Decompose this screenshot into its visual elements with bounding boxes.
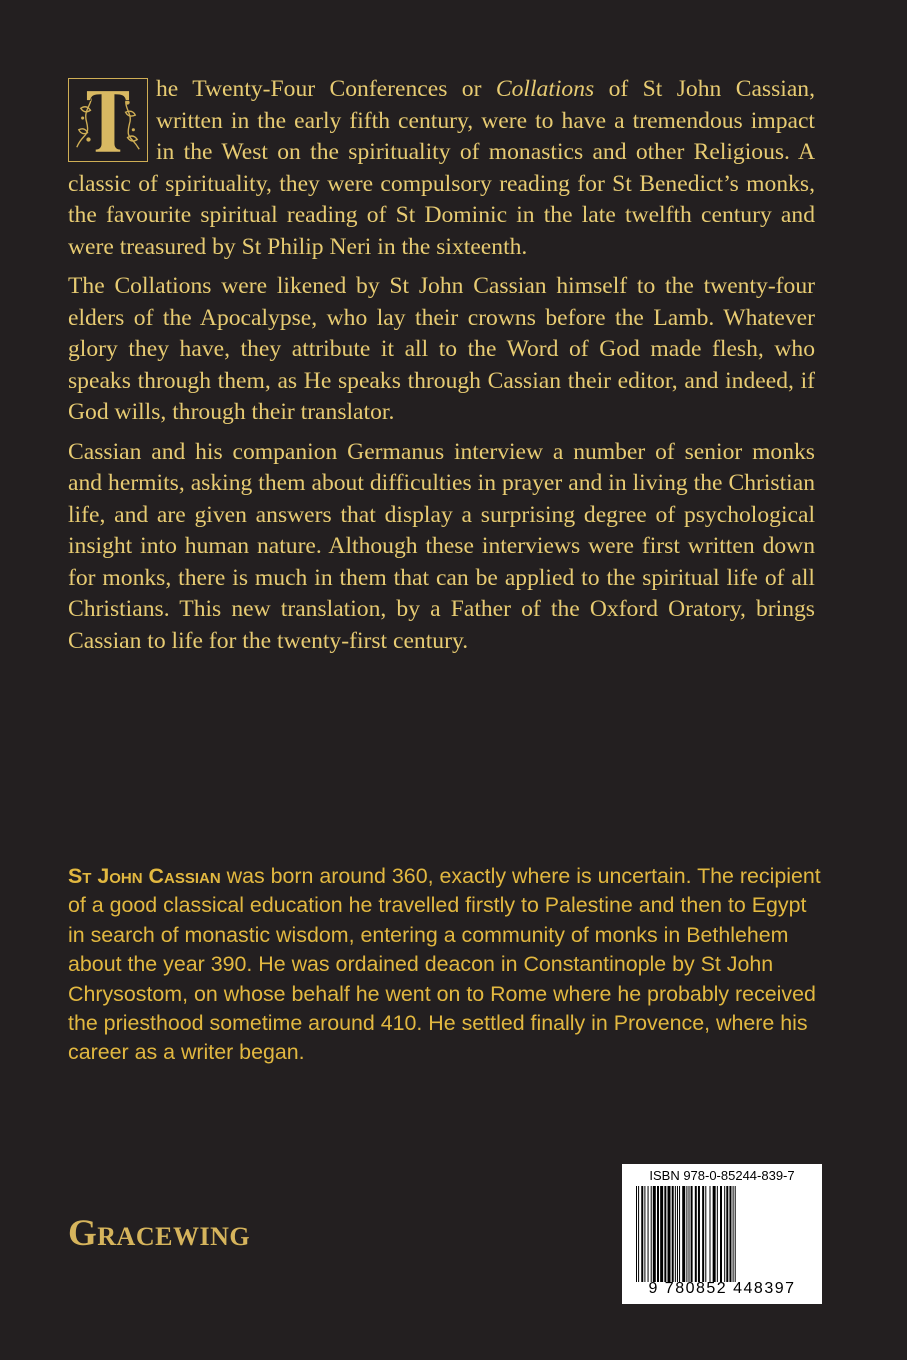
barcode-bar	[717, 1186, 718, 1282]
barcode-bar	[724, 1186, 725, 1282]
barcode-bar	[695, 1186, 697, 1282]
isbn-label: ISBN 978-0-85244-839-7	[649, 1168, 795, 1183]
barcode-bar	[644, 1186, 645, 1282]
blurb-paragraph-2: The Collations were likened by St John Cassian himself to the twenty-four elders of the Apocalypse, who lay their crowns before the Lamb. Whatever glory they have, they attribute it all to the Word of God made flesh, who speaks through them, as He speaks through Cassian their editor, and indeed, if God wills, through their translator.	[68, 273, 815, 425]
barcode-bar	[689, 1186, 690, 1282]
barcode-bar	[648, 1186, 649, 1282]
barcode-bar	[638, 1186, 639, 1282]
barcode-bar	[682, 1186, 685, 1282]
blurb	[68, 74, 815, 665]
barcode-bar	[679, 1186, 680, 1282]
author-bio-text: was born around 360, exactly where is uncertain. The recipient of a good classical education he travelled firstly to Palestine and then to Egypt in search of monastic wisdom, entering a community of monks in Bethlehem about the year 390. He was ordained deacon in Constantinople by St John Chrysostom, on whose behalf he went on to Rome where he probably received the priesthood sometime around 410. He settled finally in Provence, where his career as a writer began.	[68, 864, 821, 1065]
barcode-bar	[668, 1186, 671, 1282]
barcode-bar	[698, 1186, 700, 1282]
barcode-bar	[636, 1186, 637, 1282]
barcode-bar	[702, 1186, 704, 1282]
barcode-bar	[686, 1186, 687, 1282]
author-bio	[68, 862, 828, 1068]
barcode-bar	[713, 1186, 716, 1282]
author-name: St John Cassian	[68, 864, 221, 888]
barcode-bar	[677, 1186, 678, 1282]
barcode-bar	[705, 1186, 706, 1282]
barcode-bar	[729, 1186, 731, 1282]
barcode-bar	[691, 1186, 693, 1282]
barcode-bar	[733, 1186, 734, 1282]
barcode-bar	[735, 1186, 736, 1282]
barcode-bar	[657, 1186, 659, 1282]
barcode-bar	[720, 1186, 722, 1282]
barcode-bars	[634, 1186, 814, 1282]
barcode-bar	[710, 1186, 711, 1282]
barcode-bar	[726, 1186, 728, 1282]
barcode-digits: 9 780852 448397	[648, 1280, 796, 1297]
barcode-bar	[660, 1186, 663, 1282]
blurb-paragraph-3: Cassian and his companion Germanus interview a number of senior monks and hermits, asking them about difficulties in prayer and in living the Christian life, and are given answers that display a surprising degree of psychological insight into human nature. Although these interviews were first written down for monks, there is much in them that can be applied to the spiritual life of all Christians. This new translation, by a Father of the Oxford Oratory, brings Cassian to life for the twenty-first century.	[68, 438, 815, 654]
barcode-bar	[651, 1186, 652, 1282]
blurb-p1-start: he Twenty-Four Conferences or	[156, 76, 496, 102]
ornamental-dropcap-icon	[68, 78, 148, 162]
blurb-p1-rest: of St John Cassian, written in the early fifth century, were to have a tremendous impact in the West on the spirituality of monastics and other Religious. A classic of spirituality, they were compulsory reading for St Benedict’s monks, the favourite spiritual reading of St Dominic in the late twelfth century and were treasured by St Philip Neri in the sixteenth.	[68, 76, 816, 260]
blurb-paragraph-1	[68, 74, 815, 263]
collations-title: Collations	[495, 76, 595, 102]
barcode-bar	[675, 1186, 676, 1282]
barcode-bar	[672, 1186, 674, 1282]
barcode-bar	[641, 1186, 643, 1282]
publisher-logo: Gracewing	[68, 1213, 251, 1254]
barcode	[622, 1164, 822, 1304]
barcode-bar	[653, 1186, 656, 1282]
barcode-bar	[664, 1186, 666, 1282]
